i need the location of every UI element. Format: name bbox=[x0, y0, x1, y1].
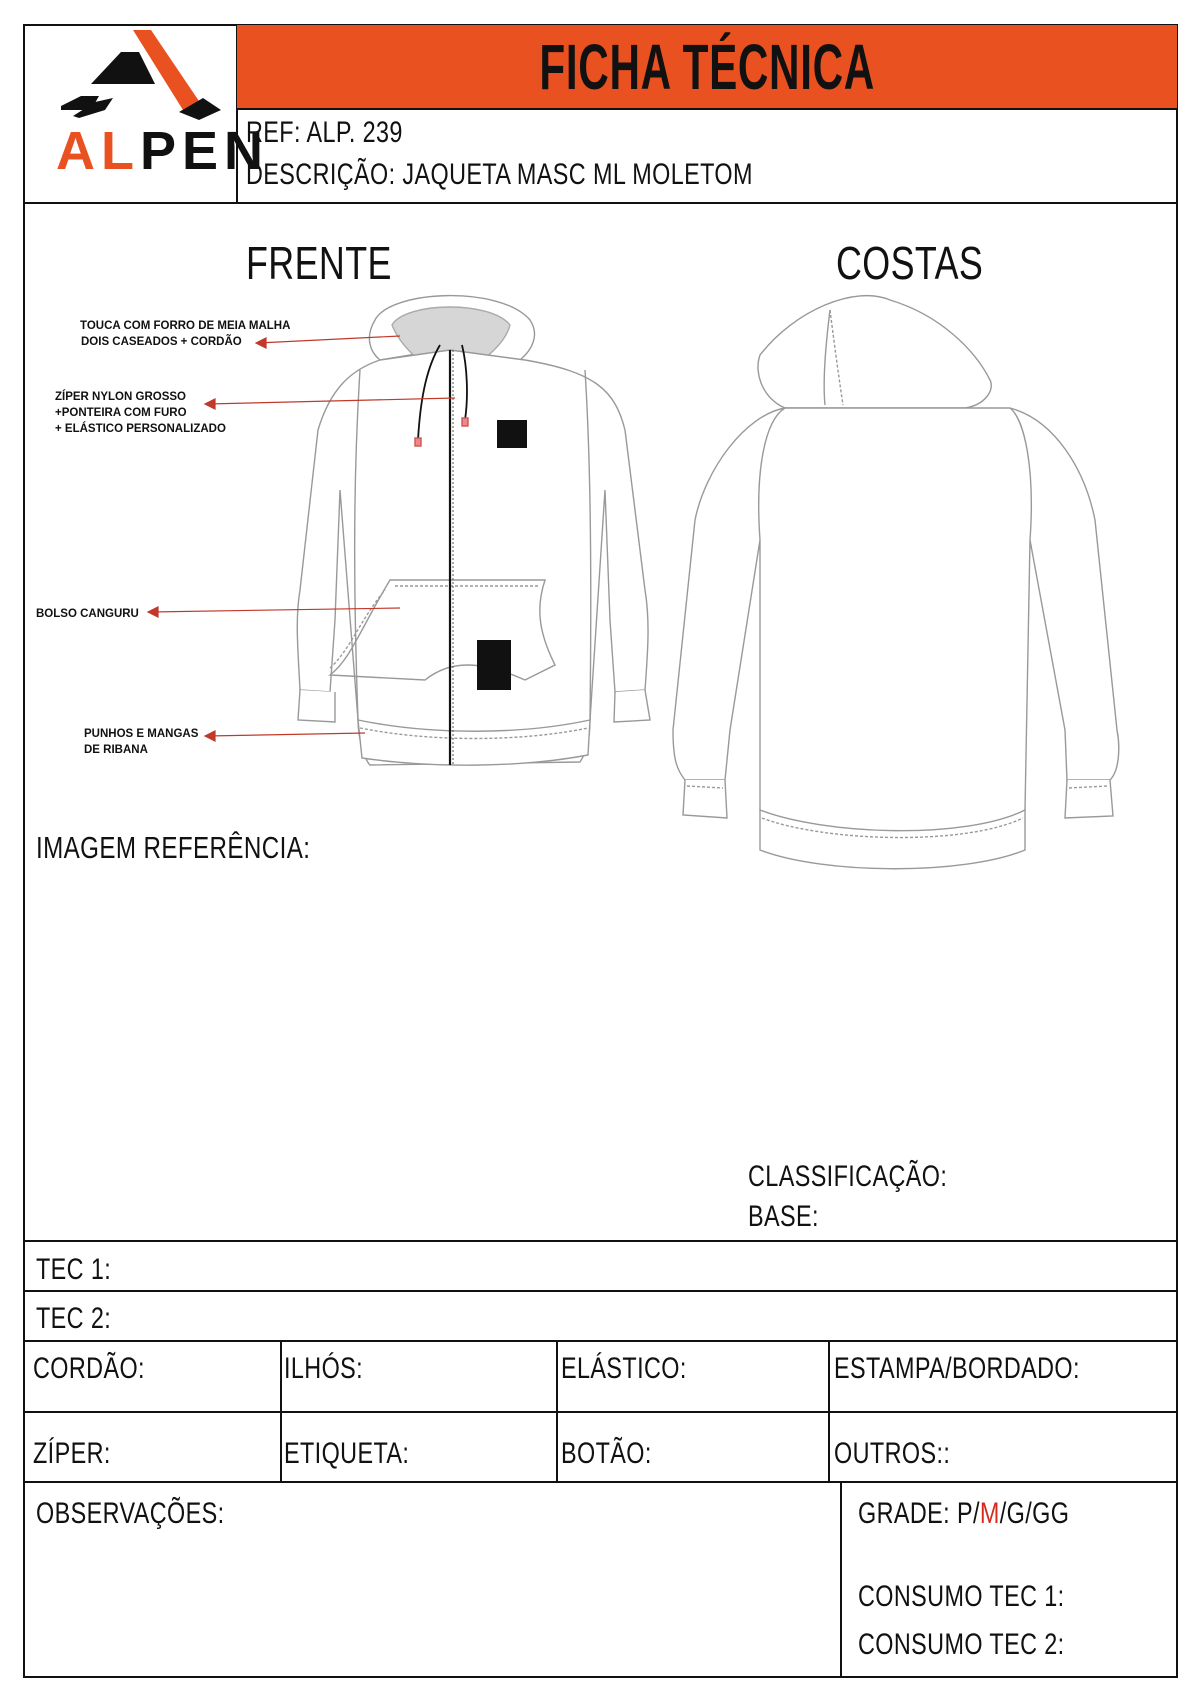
grade-highlight: M bbox=[979, 1497, 1000, 1530]
hood-annotation bbox=[80, 318, 290, 350]
cuffs-annotation-line2: DE RIBANA bbox=[84, 744, 148, 756]
ziper-field: ZÍPER: bbox=[33, 1437, 111, 1470]
zipper-annotation-line2: +PONTEIRA COM FURO bbox=[55, 407, 187, 419]
grade-suffix: /G/GG bbox=[999, 1497, 1070, 1530]
botao-field: BOTÃO: bbox=[561, 1437, 652, 1470]
consumo-tec1-label: CONSUMO TEC 1: bbox=[858, 1580, 1065, 1613]
hood-annotation-line1: TOUCA COM FORRO DE MEIA MALHA bbox=[80, 320, 291, 332]
brand-al: AL bbox=[56, 121, 140, 181]
zipper-annotation-line1: ZÍPER NYLON GROSSO bbox=[55, 391, 186, 403]
materials-bottom-line bbox=[23, 1481, 1178, 1483]
materials-middle-line bbox=[23, 1411, 1178, 1413]
tec1-label: TEC 1: bbox=[36, 1253, 112, 1286]
tec-top-line bbox=[23, 1240, 1178, 1242]
ref-text: REF: ALP. 239 bbox=[246, 116, 403, 149]
reference-image-label: IMAGEM REFERÊNCIA: bbox=[36, 830, 311, 865]
observacoes-label: OBSERVAÇÕES: bbox=[36, 1497, 225, 1530]
estampa-field: ESTAMPA/BORDADO: bbox=[834, 1352, 1080, 1385]
description-text: DESCRIÇÃO: JAQUETA MASC ML MOLETOM bbox=[246, 158, 753, 191]
elastico-field: ELÁSTICO: bbox=[561, 1352, 687, 1385]
back-label: COSTAS bbox=[836, 237, 984, 289]
tec-middle-line bbox=[23, 1290, 1178, 1292]
classification-label: CLASSIFICAÇÃO: bbox=[748, 1160, 948, 1193]
hood-annotation-line2: DOIS CASEADOS + CORDÃO bbox=[81, 336, 242, 348]
outros-field: OUTROS:: bbox=[834, 1437, 951, 1470]
cuffs-annotation-line1: PUNHOS E MANGAS bbox=[84, 728, 199, 740]
brand-pen: PEN bbox=[139, 121, 270, 181]
etiqueta-field: ETIQUETA: bbox=[284, 1437, 410, 1470]
base-label: BASE: bbox=[748, 1200, 819, 1233]
cuffs-annotation bbox=[84, 726, 198, 758]
grade-label bbox=[858, 1497, 1069, 1531]
front-label: FRENTE bbox=[246, 237, 392, 289]
zipper-annotation-line3: + ELÁSTICO PERSONALIZADO bbox=[55, 423, 226, 435]
cordao-field: CORDÃO: bbox=[33, 1352, 145, 1385]
page-title: FICHA TÉCNICA bbox=[539, 30, 875, 103]
grade-prefix: GRADE: P/ bbox=[858, 1497, 980, 1530]
ilhos-field: ILHÓS: bbox=[284, 1352, 364, 1385]
zipper-annotation bbox=[55, 389, 226, 437]
materials-top-line bbox=[23, 1340, 1178, 1342]
consumo-tec2-label: CONSUMO TEC 2: bbox=[858, 1628, 1065, 1661]
pocket-annotation: BOLSO CANGURU bbox=[36, 608, 139, 620]
footer-divider bbox=[840, 1481, 842, 1678]
tec2-label: TEC 2: bbox=[36, 1302, 112, 1335]
